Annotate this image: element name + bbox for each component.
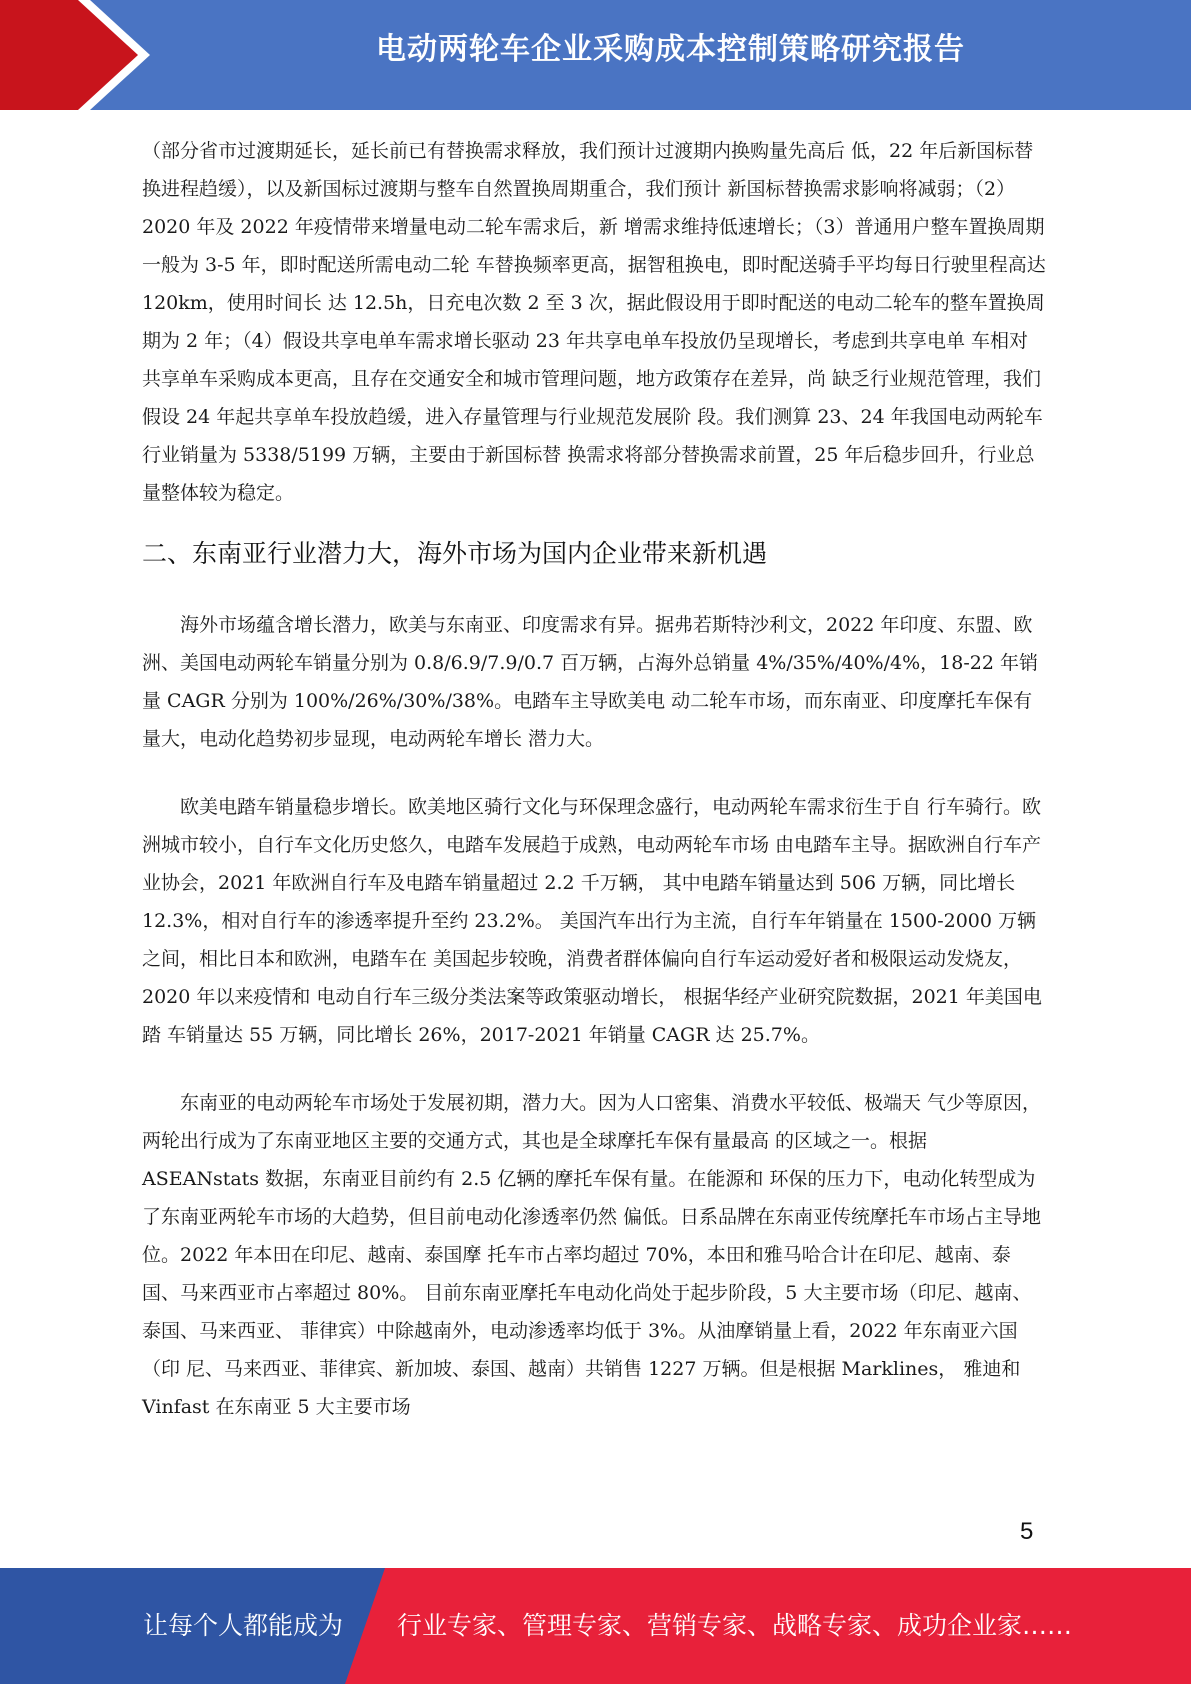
body-paragraph: 欧美电踏车销量稳步增长。欧美地区骑行文化与环保理念盛行，电动两轮车需求衍生于自 行车骑行。欧洲城市较小，自行车文化历史悠久，电踏车发展趋于成熟，电动两轮车市场 由电踏车主导。据欧洲自行车产业协会，2021 年欧洲自行车及电踏车销量超过 2.2 千万辆， 其中电踏车销量达到 506 万辆，同比增长 12.3%，相对自行车的渗透率提升至约 23.2%。 美国汽车出行为主流，自行车年销量在 1500-2000 万辆之间，相比日本和欧洲，电踏车在 美国起步较晚，消费者群体偏向自行车运动爱好者和极限运动发烧友，2020 年以来疫情和 电动自行车三级分类法案等政策驱动增长， 根据华经产业研究院数据，2021 年美国电踏 车销量达 55 万辆，同比增长 26%，2017-2021 年销量 CAGR 达 25.7%。	[142, 796, 1042, 1046]
page-number: 5	[1020, 1518, 1034, 1545]
section-heading: 二、东南亚行业潜力大，海外市场为国内企业带来新机遇	[142, 539, 768, 568]
footer-slogan-left: 让每个人都能成为	[143, 1611, 344, 1640]
body-paragraph: 海外市场蕴含增长潜力，欧美与东南亚、印度需求有异。据弗若斯特沙利文，2022 年印度、东盟、欧洲、美国电动两轮车销量分别为 0.8/6.9/7.9/0.7 百万辆，占海外总销量 4%/35%/40%/4%，18-22 年销量 CAGR 分别为 100%/26%/30%/38%。电踏车主导欧美电 动二轮车市场，而东南亚、印度摩托车保有量大，电动化趋势初步显现，电动两轮车增长 潜力大。	[142, 614, 1038, 750]
header-red-chevron	[0, 0, 150, 110]
body-paragraph: （部分省市过渡期延长，延长前已有替换需求释放，我们预计过渡期内换购量先高后 低，22 年后新国标替换进程趋缓），以及新国标过渡期与整车自然置换周期重合，我们预计 新国标替换需求影响将减弱；（2）2020 年及 2022 年疫情带来增量电动二轮车需求后，新 增需求维持低速增长；（3）普通用户整车置换周期一般为 3-5 年，即时配送所需电动二轮 车替换频率更高，据智租换电，即时配送骑手平均每日行驶里程高达 120km，使用时间长 达 12.5h，日充电次数 2 至 3 次，据此假设用于即时配送的电动二轮车的整车置换周期为 2 年；（4）假设共享电单车需求增长驱动 23 年共享电单车投放仍呈现增长，考虑到共享电单 车相对共享单车采购成本更高，且存在交通安全和城市管理问题，地方政策存在差异，尚 缺乏行业规范管理，我们假设 24 年起共享单车投放趋缓，进入存量管理与行业规范发展阶 段。我们测算 23、24 年我国电动两轮车行业销量为 5338/5199 万辆，主要由于新国标替 换需求将部分替换需求前置，25 年后稳步回升，行业总量整体较为稳定。	[142, 140, 1046, 504]
body-paragraph: 东南亚的电动两轮车市场处于发展初期，潜力大。因为人口密集、消费水平较低、极端天 气少等原因，两轮出行成为了东南亚地区主要的交通方式，其也是全球摩托车保有量最高 的区域之一。根据 ASEANstats 数据，东南亚目前约有 2.5 亿辆的摩托车保有量。在能源和 环保的压力下，电动化转型成为了东南亚两轮车市场的大趋势，但目前电动化渗透率仍然 偏低。日系品牌在东南亚传统摩托车市场占主导地位。2022 年本田在印尼、越南、泰国摩 托车市占率均超过 70%，本田和雅马哈合计在印尼、越南、泰国、马来西亚市占率超过 80%。 目前东南亚摩托车电动化尚处于起步阶段，5 大主要市场（印尼、越南、泰国、马来西亚、 菲律宾）中除越南外，电动渗透率均低于 3%。从油摩销量上看，2022 年东南亚六国（印 尼、马来西亚、菲律宾、新加坡、泰国、越南）共销售 1227 万辆。但是根据 Marklines， 雅迪和 Vinfast 在东南亚 5 大主要市场	[142, 1092, 1042, 1418]
page-footer	[0, 1568, 1191, 1684]
footer-slogan-right: 行业专家、管理专家、营销专家、战略专家、成功企业家……	[397, 1611, 1073, 1640]
paragraph-gap	[142, 758, 1047, 788]
document-body	[142, 132, 1047, 1426]
paragraph-gap	[142, 1054, 1047, 1084]
page-header	[0, 0, 1191, 110]
report-title: 电动两轮车企业采购成本控制策略研究报告	[376, 32, 965, 67]
